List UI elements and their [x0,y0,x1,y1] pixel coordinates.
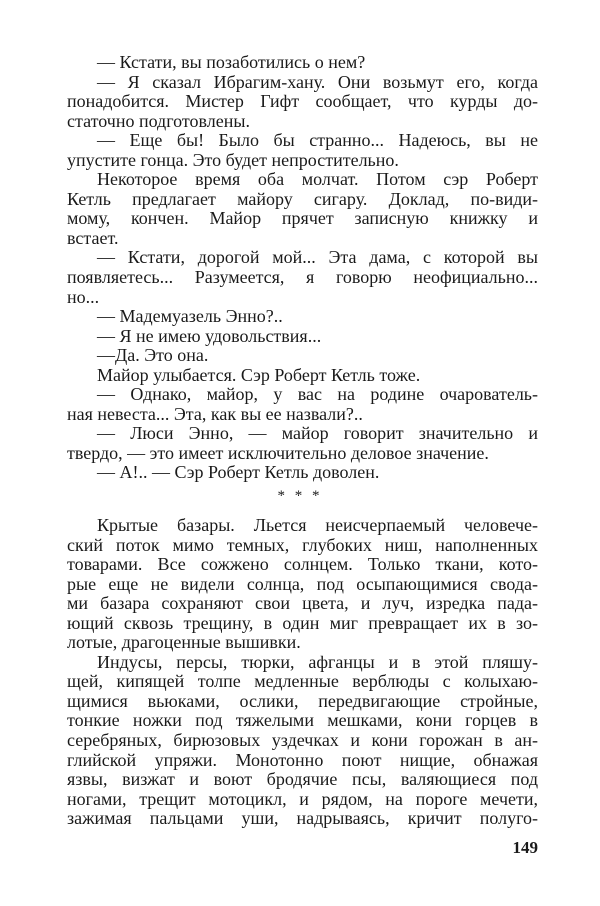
text-line: щей, кипящей толпе медленные верблюды с колыхаю- [67,671,538,692]
paragraph [67,463,538,483]
text-line: язвы, визжат и воют бродячие псы, валяющиеся под [67,769,538,790]
text-line: появляетесь... Разумеется, я говорю неофициально... [67,267,538,288]
text-line: ми базара сохраняют свои цвета, и луч, изредка пада- [67,593,538,614]
text-line: — Еще бы! Было бы странно... Надеюсь, вы не [97,130,538,151]
paragraph [67,53,538,73]
text-line: Кетль предлагает майору сигару. Доклад, по-види- [67,188,538,209]
text-line: ная невеста... Эта, как вы ее назвали?.. [67,403,363,424]
text-line: ский поток мимо темных, глубоких ниш, наполненных [67,534,538,555]
text-line: лотые, драгоценные вышивки. [67,632,301,653]
text-line: тонкие ножки под тяжелыми мешками, кони горцев в [67,710,538,731]
text-line: глийской упряжи. Монотонно поют нищие, обнажая [67,749,538,770]
text-line: — А!.. — Сэр Роберт Кетль доволен. [97,462,380,483]
text-line: — Я сказал Ибрагим-хану. Они возьмут его, когда [97,71,538,92]
text-line: упустите гонца. Это будет непростительно. [67,149,399,170]
text-line: Майор улыбается. Сэр Роберт Кетль тоже. [97,364,421,385]
text-line: — Люси Энно, — майор говорит значительно и [97,423,538,444]
text-line: Некоторое время оба молчат. Потом сэр Роберт [97,169,538,190]
text-line: мому, кончен. Майор прячет записную книжку и [67,208,538,229]
bazaar-section [67,516,538,829]
text-line: товарами. Все сожжено солнцем. Только ткани, кото- [67,554,538,575]
text-line: щимися вьюками, ослики, передвигающие стройные, [67,690,538,711]
paragraph [67,73,538,132]
page-number: 149 [512,838,538,857]
text-line: — Я не имею удовольствия... [97,325,322,346]
text-line: серебряных, бирюзовых уздечках и кони горожан в ан- [67,730,538,751]
paragraph [67,424,538,463]
text-line: но... [67,286,100,307]
text-line: Крытые базары. Льется неисчерпаемый человече- [97,515,538,535]
text-line: зажимая пальцами уши, надрываясь, кричит полуго- [67,808,538,829]
text-line: понадобится. Мистер Гифт сообщает, что курды до- [67,91,538,112]
text-line: статочно подготовлены. [67,110,251,131]
text-line: — Однако, майор, у вас на родине очарователь- [97,384,538,405]
paragraph [67,327,538,347]
paragraph [67,653,538,829]
paragraph [67,516,538,653]
paragraph [67,346,538,366]
text-line: ющий сквозь трещину, в один миг превращает их в зо- [67,612,538,633]
text-line: рые еще не видели солнца, под осыпающимися свода- [67,573,538,594]
dialogue-section [67,53,538,483]
text-line: встает. [67,227,119,248]
section-separator: * * * [277,488,323,504]
paragraph [67,131,538,170]
text-line: Индусы, персы, тюрки, афганцы и в этой пляшу- [97,651,538,672]
paragraph [67,307,538,327]
paragraph [67,170,538,248]
text-line: твердо, — это имеет исключительно деловое значение. [67,442,489,463]
text-line: —Да. Это она. [97,345,209,366]
text-line: — Мадемуазель Энно?.. [97,306,283,327]
text-line: — Кстати, дорогой мой... Эта дама, с которой вы [97,247,538,268]
paragraph [67,385,538,424]
text-line: ногами, трещит мотоцикл, и рядом, на пороге мечети, [67,788,538,809]
paragraph [67,248,538,307]
text-line: — Кстати, вы позаботились о нем? [97,52,366,72]
paragraph [67,366,538,386]
